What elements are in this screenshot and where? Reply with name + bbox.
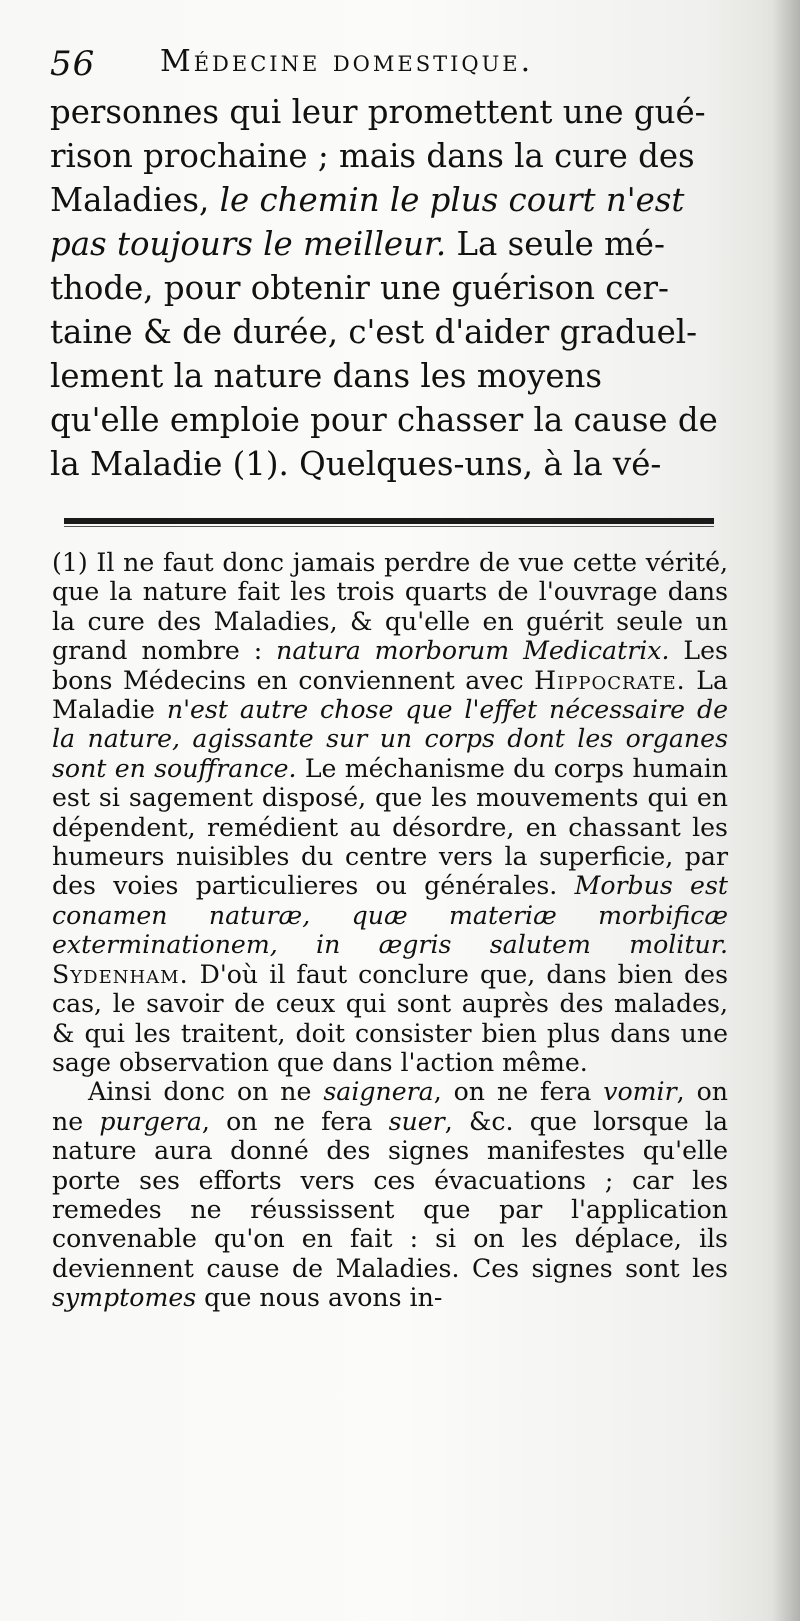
footnote-italic: suer	[388, 1106, 445, 1136]
footnote-paragraph-2	[52, 1077, 728, 1312]
footnote-text: Ainsi donc on ne	[88, 1077, 324, 1107]
running-title: Médecine domestique.	[160, 44, 534, 79]
footnote-paragraph-1	[52, 548, 728, 1077]
main-text-italic: pas toujours le meilleur.	[50, 225, 447, 263]
main-text-italic: le chemin le plus court n'est	[219, 181, 685, 219]
main-text-line: Maladies,	[50, 181, 220, 219]
main-text-block	[50, 90, 750, 486]
footnote-text: Les bons Médecins en conviennent avec	[52, 636, 728, 695]
footnote-italic: purgera	[99, 1106, 202, 1136]
footnote-block	[52, 548, 728, 1313]
footnote-separator-rule	[64, 518, 714, 524]
main-text-line: la Maladie (1). Quelques-uns, à la vé-	[50, 445, 662, 483]
main-text-line: lement la nature dans les moyens	[50, 357, 602, 395]
page-edge-shadow	[772, 0, 800, 1621]
main-text-line: qu'elle emploie pour chasser la cause de	[50, 401, 718, 439]
footnote-italic: saignera	[323, 1077, 434, 1107]
main-text-line: La seule mé-	[446, 225, 665, 263]
footnote-text: Le méchanisme du corps humain est si sagement disposé, que les mouvements qui en dépendent, remédient au désordre, en chassant les humeurs nuisibles du centre vers la superficie, par des voies particulieres ou générales.	[52, 753, 728, 901]
footnote-text: (1) Il ne faut donc jamais perdre de vue cette vérité, que la nature fait les trois quarts de l'ouvrage dans la cure des Maladies, & qu'elle en guérit seule un grand nombre :	[52, 548, 728, 666]
footnote-text: , &c. que lorsque la nature aura donné des signes manifestes qu'elle porte ses efforts vers ces évacuations ; car les remedes ne réussissent que par l'application convenable qu'on en fait : si on les déplace, ils deviennent cause de Maladies. Ces signes sont les	[52, 1106, 728, 1283]
footnote-italic: natura morborum Medicatrix.	[276, 636, 670, 666]
footnote-author-name: Sydenham.	[52, 959, 189, 989]
footnote-italic: Morbus est conamen naturæ, quæ materiæ morbificæ exterminationem, in ægris salutem molitur.	[52, 871, 728, 960]
footnote-text: que nous avons in-	[196, 1283, 443, 1313]
main-text-line: rison prochaine ; mais dans la cure des	[50, 137, 695, 175]
footnote-author-name: Hippocrate.	[534, 665, 686, 695]
footnote-italic: symptomes	[52, 1283, 197, 1313]
main-paragraph	[50, 90, 750, 486]
footnote-italic: vomir	[603, 1077, 677, 1107]
footnote-text: D'où il faut conclure que, dans bien des cas, le savoir de ceux qui sont auprès des malades, & qui les traitent, doit consister bien plus dans une sage observation que dans l'action même.	[52, 959, 728, 1077]
footnote-text: , on ne fera	[201, 1106, 389, 1136]
footnote-text: La Maladie	[52, 665, 729, 725]
main-text-line: thode, pour obtenir une guérison cer-	[50, 269, 669, 307]
footnote-separator-rule-thin	[64, 526, 714, 527]
footnote-italic: n'est autre chose que l'effet nécessaire de la nature, agissante sur un corps dont les organes sont en souffrance.	[52, 695, 728, 783]
main-text-line: taine & de durée, c'est d'aider graduel-	[50, 313, 698, 351]
footnote-text: , on ne fera	[433, 1077, 604, 1107]
footnote-text: , on ne	[52, 1077, 728, 1136]
page-number: 56	[50, 44, 96, 84]
main-text-line: personnes qui leur promettent une gué-	[50, 93, 706, 131]
